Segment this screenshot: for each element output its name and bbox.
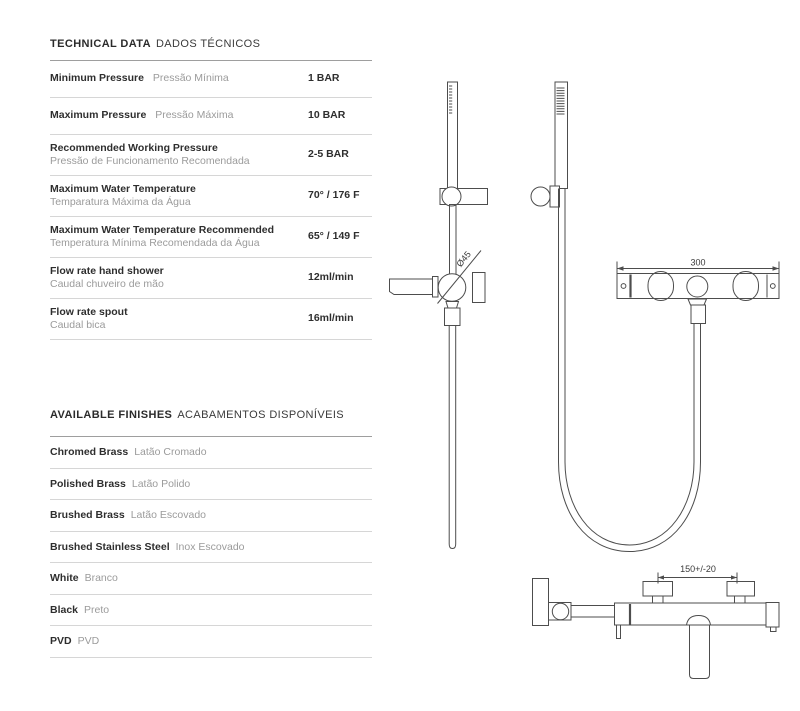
list-item <box>50 563 372 595</box>
row-label <box>50 142 308 169</box>
row-label-en: Maximum Water Temperature Recommended <box>50 223 275 236</box>
finish-label-en: Brushed Brass <box>50 509 125 522</box>
hose-fitting <box>445 308 461 326</box>
row-label-pt: Temparatura Máxima da Água <box>50 196 191 208</box>
table-row <box>50 135 372 176</box>
available-finishes-title-pt: ACABAMENTOS DISPONÍVEIS <box>177 409 345 421</box>
finish-label-en: PVD <box>50 635 72 648</box>
row-label-en: Minimum Pressure <box>50 72 144 85</box>
row-label <box>50 265 308 292</box>
hose-down <box>559 189 566 463</box>
spray-face-grid <box>557 88 565 114</box>
finish-label-pt: Preto <box>84 603 110 616</box>
available-finishes-header <box>50 409 372 422</box>
row-label-pt: Pressão Máxima <box>155 109 234 122</box>
drawing-side-view <box>531 82 707 552</box>
row-label <box>50 306 308 333</box>
outlet-port <box>687 276 708 297</box>
mixer-body-side <box>615 603 767 625</box>
wall-union-right <box>727 582 755 597</box>
row-label <box>50 224 308 251</box>
row-value: 16ml/min <box>308 312 354 325</box>
row-value: 65° / 149 F <box>308 230 360 243</box>
spray-nozzle-dashes <box>449 86 452 113</box>
drawing-top-view <box>617 258 779 301</box>
list-item <box>50 595 372 627</box>
hose-up <box>694 324 701 463</box>
valve-diameter-label: Ø45 <box>454 249 473 269</box>
table-row <box>50 217 372 258</box>
list-item <box>50 437 372 469</box>
row-label <box>50 109 308 123</box>
finish-label-en: Chromed Brass <box>50 446 129 459</box>
end-cap <box>766 603 779 628</box>
finish-label-pt: PVD <box>77 635 100 648</box>
finish-label-pt: Latão Cromado <box>134 446 207 459</box>
technical-data-rows <box>50 61 372 340</box>
row-label-pt: Caudal chuveiro de mão <box>50 278 164 290</box>
table-row <box>50 176 372 217</box>
row-label <box>50 183 308 210</box>
holder-knob <box>531 187 550 206</box>
list-item <box>50 469 372 501</box>
connecting-arm <box>571 606 615 618</box>
finish-label-pt: Inox Escovado <box>175 540 245 553</box>
row-value: 1 BAR <box>308 72 340 85</box>
hose-loop-outer <box>559 462 701 552</box>
hose-connector <box>691 305 706 324</box>
handle-knob <box>473 273 486 303</box>
row-label-en: Flow rate hand shower <box>50 264 164 277</box>
available-finishes-table <box>50 436 372 658</box>
drawing-mount-view <box>533 564 780 679</box>
hose-front <box>449 326 456 549</box>
row-label-en: Recommended Working Pressure <box>50 141 218 154</box>
list-item <box>50 532 372 564</box>
row-value: 10 BAR <box>308 109 346 122</box>
finish-label-pt: Latão Escovado <box>130 509 207 522</box>
row-value: 12ml/min <box>308 271 354 284</box>
spout <box>390 279 433 295</box>
table-row <box>50 61 372 98</box>
row-value: 70° / 176 F <box>308 189 360 202</box>
wall-union-left <box>643 582 673 597</box>
table-row <box>50 258 372 299</box>
available-finishes-title-en: AVAILABLE FINISHES <box>50 409 173 421</box>
table-row <box>50 299 372 340</box>
drawing-front-view <box>390 82 488 549</box>
inlet-distance-label: 150+/-20 <box>680 564 716 574</box>
technical-drawings <box>380 55 800 700</box>
row-label-en: Maximum Pressure <box>50 109 147 122</box>
list-item <box>50 500 372 532</box>
row-label-pt: Temperatura Mínima Recomendada da Água <box>50 237 260 249</box>
rail-post <box>533 579 549 626</box>
table-row <box>50 98 372 135</box>
row-label-pt: Pressão de Funcionamento Recomendada <box>50 155 250 167</box>
diverter-pin <box>617 625 621 639</box>
available-finishes-rows <box>50 437 372 658</box>
spout-down <box>690 625 710 679</box>
bar-length-label: 300 <box>690 257 706 268</box>
technical-data-table <box>50 60 372 340</box>
row-value: 2-5 BAR <box>308 148 349 161</box>
list-item <box>50 626 372 658</box>
finish-label-pt: Latão Polido <box>131 477 191 490</box>
row-label-en: Flow rate spout <box>50 305 128 318</box>
row-label-en: Maximum Water Temperature <box>50 182 196 195</box>
data-panel <box>50 38 372 658</box>
technical-data-title-en: TECHNICAL DATA <box>50 38 151 50</box>
finish-label-en: Polished Brass <box>50 477 126 490</box>
finish-label-en: White <box>50 572 79 585</box>
slider-knob <box>442 187 461 206</box>
technical-data-header <box>50 38 372 51</box>
finish-label-en: Brushed Stainless Steel <box>50 540 170 553</box>
row-label <box>50 72 308 86</box>
row-label-pt: Pressão Mínima <box>152 72 229 85</box>
finish-label-en: Black <box>50 603 79 616</box>
finish-label-pt: Branco <box>84 572 118 585</box>
row-label-pt: Caudal bica <box>50 319 106 331</box>
technical-data-title-pt: DADOS TÉCNICOS <box>155 38 261 50</box>
